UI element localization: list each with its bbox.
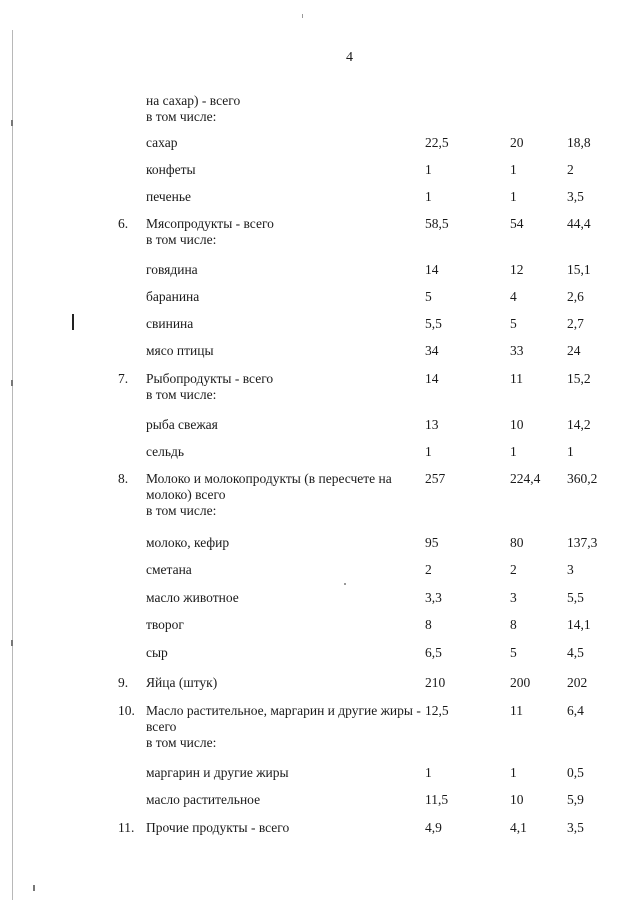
- row-label: Масло растительное, маргарин и другие жиры - всего в том числе:: [146, 703, 421, 750]
- row-label: баранина: [146, 289, 200, 304]
- table-row: [0, 617, 640, 641]
- table-row: [0, 792, 640, 816]
- row-number: 9.: [118, 675, 129, 690]
- row-label: сахар: [146, 135, 178, 150]
- value-col-2: 1: [510, 189, 517, 204]
- value-col-3: 5,9: [567, 792, 584, 807]
- row-label: творог: [146, 617, 184, 632]
- value-col-1: 14: [425, 262, 439, 277]
- value-col-2: 33: [510, 343, 524, 358]
- table-row: [0, 316, 640, 340]
- row-label: мясо птицы: [146, 343, 214, 358]
- binding-mark: [11, 120, 13, 126]
- value-col-2: 1: [510, 444, 517, 459]
- value-col-2: 200: [510, 675, 531, 690]
- value-col-3: 15,1: [567, 262, 591, 277]
- value-col-3: 4,5: [567, 645, 584, 660]
- value-col-3: 3,5: [567, 189, 584, 204]
- table-row: [0, 703, 640, 750]
- row-label: молоко, кефир: [146, 535, 230, 550]
- value-col-2: 12: [510, 262, 524, 277]
- row-label: сельдь: [146, 444, 185, 459]
- value-col-3: 18,8: [567, 135, 591, 150]
- value-col-1: 210: [425, 675, 446, 690]
- value-col-1: 58,5: [425, 216, 449, 231]
- row-label: сыр: [146, 645, 168, 660]
- value-col-3: 3,5: [567, 820, 584, 835]
- row-label: Прочие продукты - всего: [146, 820, 290, 835]
- value-col-1: 4,9: [425, 820, 442, 835]
- value-col-1: 22,5: [425, 135, 449, 150]
- table-row: [0, 162, 640, 186]
- value-col-2: 11: [510, 703, 523, 718]
- value-col-1: 5: [425, 289, 432, 304]
- table-row: [0, 262, 640, 286]
- value-col-2: 3: [510, 590, 517, 605]
- table-row: [0, 444, 640, 468]
- row-label: сметана: [146, 562, 192, 577]
- value-col-3: 3: [567, 562, 574, 577]
- value-col-1: 34: [425, 343, 439, 358]
- value-col-2: 5: [510, 316, 517, 331]
- value-col-2: 8: [510, 617, 517, 632]
- value-col-1: 1: [425, 765, 432, 780]
- row-label: говядина: [146, 262, 198, 277]
- row-label: Молоко и молокопродукты (в пересчете на молоко) всего в том числе:: [146, 471, 392, 518]
- value-col-1: 95: [425, 535, 439, 550]
- row-label: печенье: [146, 189, 192, 204]
- table-row: [0, 371, 640, 402]
- value-col-3: 0,5: [567, 765, 584, 780]
- row-label: масло растительное: [146, 792, 261, 807]
- value-col-3: 360,2: [567, 471, 598, 486]
- value-col-3: 44,4: [567, 216, 591, 231]
- value-col-3: 6,4: [567, 703, 584, 718]
- page-number: 4: [346, 50, 353, 65]
- value-col-3: 202: [567, 675, 588, 690]
- scan-speck: [302, 14, 303, 18]
- value-col-2: 11: [510, 371, 523, 386]
- value-col-3: 137,3: [567, 535, 598, 550]
- row-label: свинина: [146, 316, 194, 331]
- row-label: на сахар) - всего в том числе:: [146, 93, 241, 124]
- row-number: 10.: [118, 703, 135, 718]
- value-col-1: 257: [425, 471, 446, 486]
- value-col-3: 24: [567, 343, 581, 358]
- value-col-2: 5: [510, 645, 517, 660]
- value-col-1: 14: [425, 371, 439, 386]
- row-label: Мясопродукты - всего в том числе:: [146, 216, 274, 247]
- value-col-3: 15,2: [567, 371, 591, 386]
- value-col-3: 2,7: [567, 316, 584, 331]
- table-row: [0, 289, 640, 313]
- row-label: масло животное: [146, 590, 239, 605]
- value-col-1: 13: [425, 417, 439, 432]
- row-number: 11.: [118, 820, 135, 835]
- value-col-1: 12,5: [425, 703, 449, 718]
- table-row: [0, 562, 640, 586]
- value-col-3: 5,5: [567, 590, 584, 605]
- table-row: [0, 820, 640, 844]
- value-col-2: 2: [510, 562, 517, 577]
- value-col-1: 6,5: [425, 645, 442, 660]
- value-col-1: 1: [425, 189, 432, 204]
- row-label: Рыбопродукты - всего в том числе:: [146, 371, 274, 402]
- value-col-2: 20: [510, 135, 524, 150]
- value-col-2: 1: [510, 162, 517, 177]
- table-row: [0, 135, 640, 159]
- table-row: [0, 645, 640, 669]
- binding-mark: [33, 885, 35, 891]
- value-col-2: 80: [510, 535, 524, 550]
- table-row: [0, 343, 640, 367]
- value-col-2: 10: [510, 417, 524, 432]
- value-col-2: 1: [510, 765, 517, 780]
- table-row: [0, 93, 640, 124]
- table-row: [0, 535, 640, 559]
- table-row: [0, 675, 640, 699]
- value-col-3: 14,1: [567, 617, 591, 632]
- value-col-2: 54: [510, 216, 524, 231]
- row-label: маргарин и другие жиры: [146, 765, 289, 780]
- row-label: Яйца (штук): [146, 675, 218, 690]
- row-label: конфеты: [146, 162, 196, 177]
- table-row: [0, 471, 640, 518]
- value-col-1: 2: [425, 562, 432, 577]
- value-col-2: 10: [510, 792, 524, 807]
- table-row: [0, 189, 640, 213]
- value-col-2: 4,1: [510, 820, 527, 835]
- value-col-1: 1: [425, 162, 432, 177]
- row-label: рыба свежая: [146, 417, 218, 432]
- table-row: [0, 216, 640, 247]
- value-col-2: 4: [510, 289, 517, 304]
- value-col-2: 224,4: [510, 471, 541, 486]
- value-col-3: 14,2: [567, 417, 591, 432]
- row-number: 6.: [118, 216, 129, 231]
- table-row: [0, 590, 640, 614]
- value-col-1: 3,3: [425, 590, 442, 605]
- value-col-3: 1: [567, 444, 574, 459]
- value-col-1: 1: [425, 444, 432, 459]
- value-col-1: 11,5: [425, 792, 449, 807]
- value-col-1: 5,5: [425, 316, 442, 331]
- value-col-3: 2: [567, 162, 574, 177]
- table-row: [0, 765, 640, 789]
- value-col-3: 2,6: [567, 289, 584, 304]
- row-number: 8.: [118, 471, 129, 486]
- row-number: 7.: [118, 371, 129, 386]
- table-row: [0, 417, 640, 441]
- value-col-1: 8: [425, 617, 432, 632]
